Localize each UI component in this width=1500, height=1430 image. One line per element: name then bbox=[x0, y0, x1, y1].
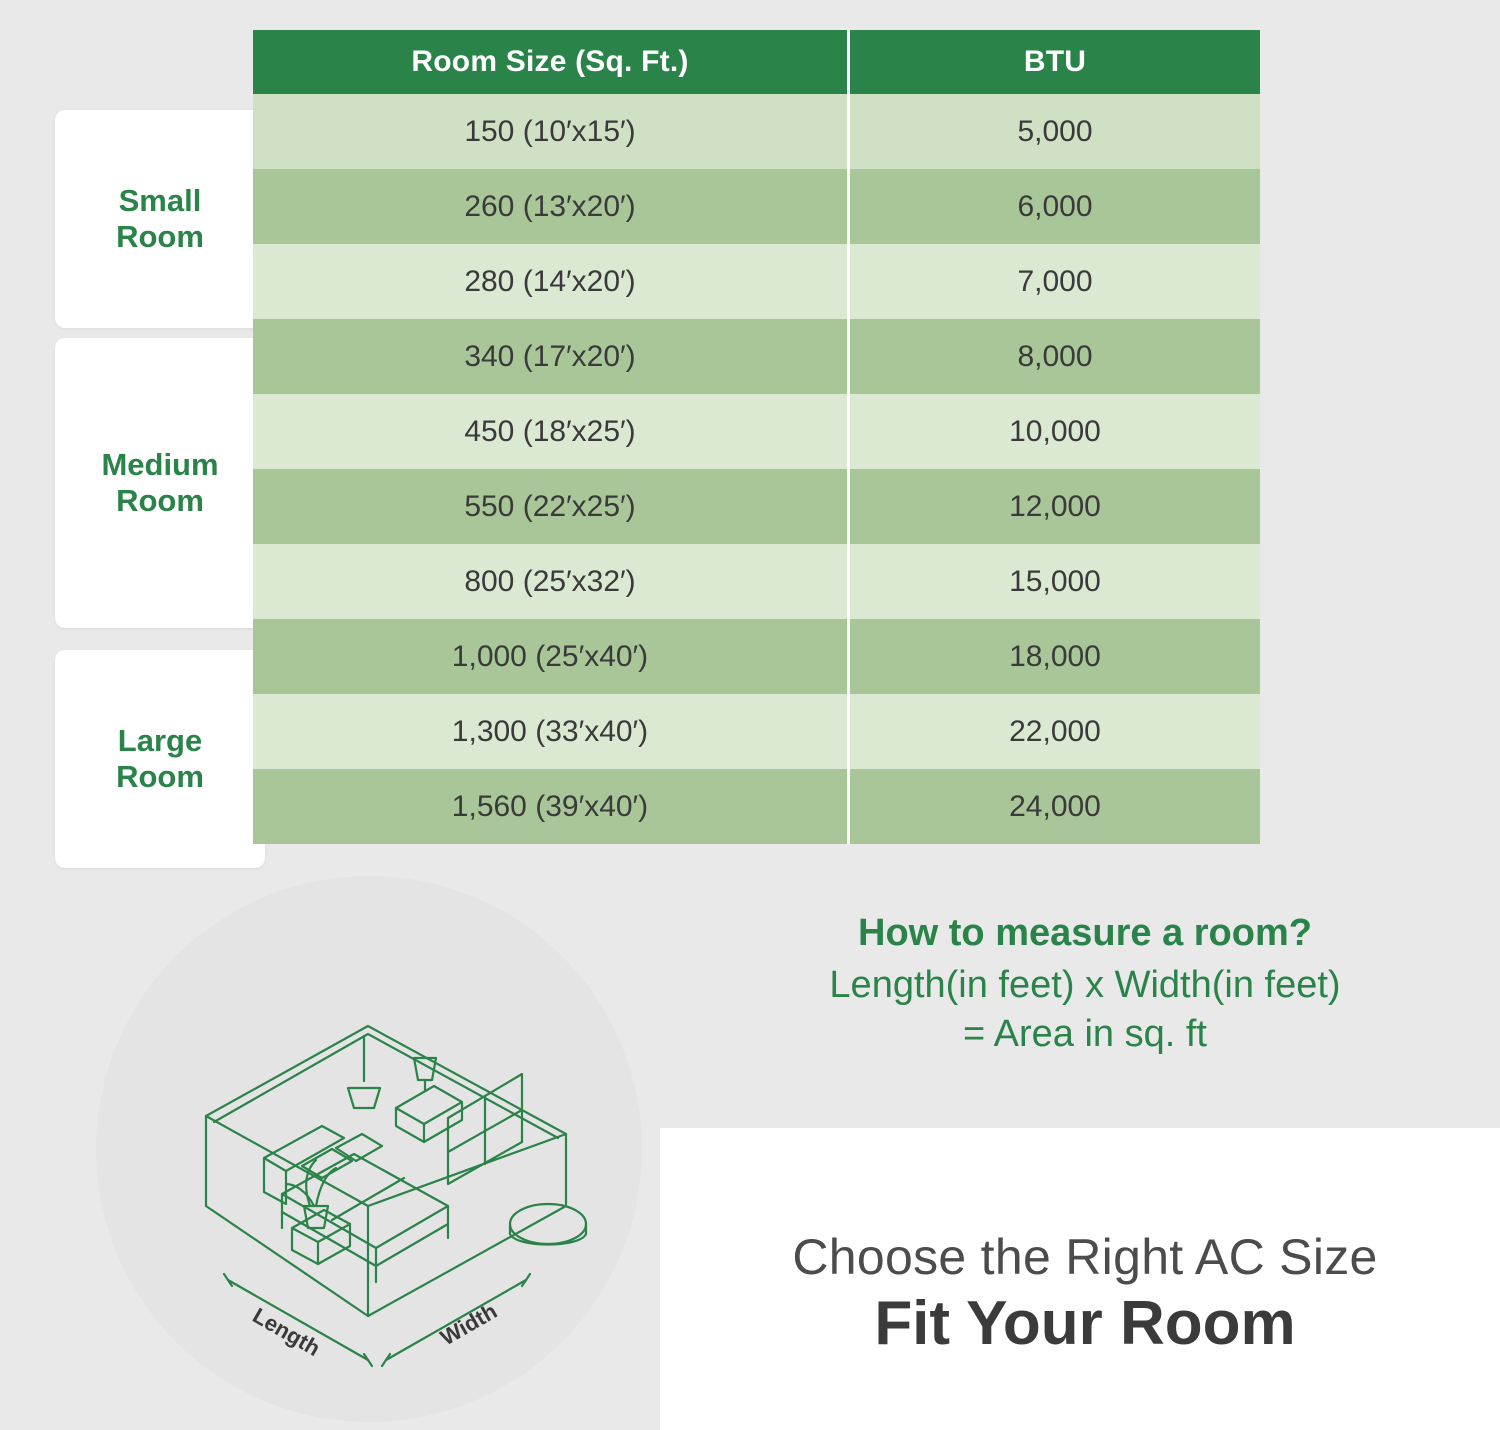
category-large-line2: Room bbox=[116, 759, 204, 794]
headline-line1: Choose the Right AC Size bbox=[792, 1229, 1378, 1285]
category-label-small bbox=[116, 183, 204, 254]
room-illustration-circle bbox=[96, 876, 642, 1422]
btu-sizing-table-wrapper bbox=[253, 30, 1253, 844]
category-tab-small-room bbox=[55, 110, 265, 328]
headline-line2: Fit Your Room bbox=[874, 1289, 1296, 1358]
table-row bbox=[253, 394, 1260, 469]
column-header-room-size: Room Size (Sq. Ft.) bbox=[253, 30, 849, 94]
category-small-line1: Small bbox=[118, 183, 202, 219]
table-row bbox=[253, 544, 1260, 619]
category-tab-medium-room bbox=[55, 338, 265, 628]
cell-room-size: 260 (13′x20′) bbox=[253, 169, 849, 244]
table-row bbox=[253, 694, 1260, 769]
table-row bbox=[253, 319, 1260, 394]
table-row bbox=[253, 469, 1260, 544]
cell-room-size: 1,300 (33′x40′) bbox=[253, 694, 849, 769]
cell-btu: 8,000 bbox=[849, 319, 1261, 394]
cell-btu: 7,000 bbox=[849, 244, 1261, 319]
cell-room-size: 1,560 (39′x40′) bbox=[253, 769, 849, 844]
cell-room-size: 150 (10′x15′) bbox=[253, 94, 849, 169]
table-row bbox=[253, 244, 1260, 319]
cell-btu: 5,000 bbox=[849, 94, 1261, 169]
cell-room-size: 450 (18′x25′) bbox=[253, 394, 849, 469]
how-to-measure-block bbox=[690, 912, 1480, 1058]
table-row bbox=[253, 169, 1260, 244]
cell-room-size: 340 (17′x20′) bbox=[253, 319, 849, 394]
category-tab-large-room bbox=[55, 650, 265, 868]
illustration-label-length: Length bbox=[248, 1302, 325, 1361]
table-row bbox=[253, 94, 1260, 169]
category-large-line1: Large bbox=[117, 723, 203, 759]
category-label-medium bbox=[101, 447, 218, 518]
category-small-line2: Room bbox=[116, 219, 204, 254]
cell-room-size: 280 (14′x20′) bbox=[253, 244, 849, 319]
how-to-measure-title: How to measure a room? bbox=[858, 912, 1312, 954]
btu-sizing-table bbox=[253, 30, 1260, 844]
cell-room-size: 800 (25′x32′) bbox=[253, 544, 849, 619]
cell-btu: 18,000 bbox=[849, 619, 1261, 694]
table-row bbox=[253, 769, 1260, 844]
how-to-measure-formula-line2: = Area in sq. ft bbox=[963, 1012, 1207, 1055]
table-header-row bbox=[253, 30, 1260, 94]
cell-btu: 15,000 bbox=[849, 544, 1261, 619]
cell-room-size: 550 (22′x25′) bbox=[253, 469, 849, 544]
room-line-drawing-icon bbox=[96, 876, 642, 1422]
column-header-btu: BTU bbox=[849, 30, 1261, 94]
how-to-measure-formula-line1: Length(in feet) x Width(in feet) bbox=[829, 964, 1341, 1006]
cell-btu: 24,000 bbox=[849, 769, 1261, 844]
headline-block bbox=[690, 1228, 1480, 1359]
cell-room-size: 1,000 (25′x40′) bbox=[253, 619, 849, 694]
category-label-large bbox=[116, 723, 204, 794]
cell-btu: 12,000 bbox=[849, 469, 1261, 544]
category-medium-line1: Medium bbox=[101, 447, 219, 483]
illustration-label-width: Width bbox=[436, 1298, 502, 1351]
category-medium-line2: Room bbox=[116, 483, 204, 518]
cell-btu: 6,000 bbox=[849, 169, 1261, 244]
cell-btu: 10,000 bbox=[849, 394, 1261, 469]
cell-btu: 22,000 bbox=[849, 694, 1261, 769]
table-row bbox=[253, 619, 1260, 694]
